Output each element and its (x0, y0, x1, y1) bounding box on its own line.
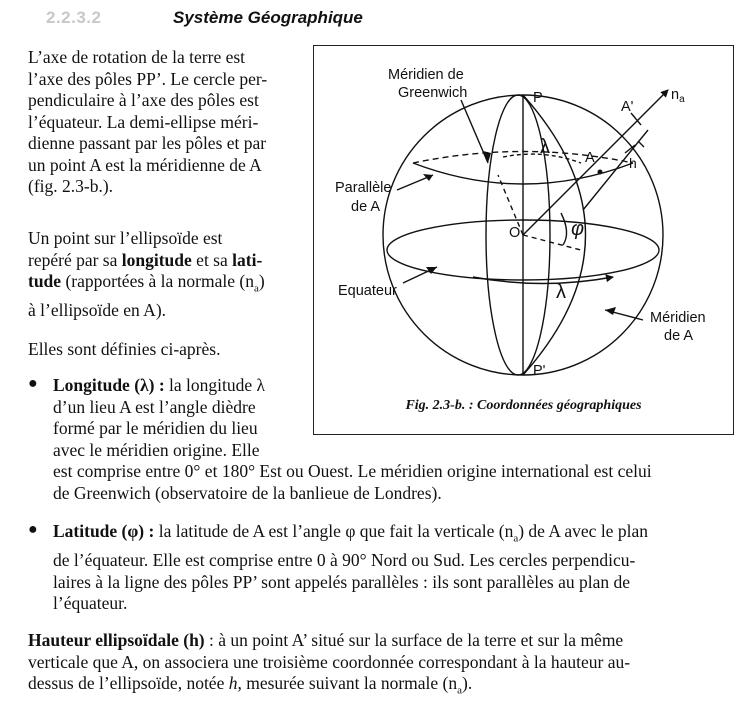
latitude-line-3: laires à la ligne des pôles PP’ sont appelés parallèles : ils sont parallèles au plan de (53, 571, 631, 592)
point-text: repéré par sa (28, 249, 122, 270)
hauteur-term: Hauteur ellipsoïdale (h) (28, 630, 205, 650)
label-na (671, 87, 685, 105)
point-a-dot (598, 170, 603, 175)
hauteur-text: dessus de l’ellipsoïde, notée (28, 673, 229, 693)
section-number: 2.2.3.2 (46, 8, 102, 27)
longitude-line-2: d’un lieu A est l’angle dièdre (53, 396, 256, 417)
hauteur-text: : à un point A’ situé sur la surface de la terre et sur la même (204, 630, 624, 650)
normal-line (523, 90, 668, 235)
longitude-continuation (53, 461, 733, 504)
term-latitude: lati- (232, 249, 263, 270)
label-h: h (629, 155, 637, 171)
label-phi: φ (571, 218, 585, 240)
longitude-line-3: formé par le méridien du lieu (53, 418, 258, 438)
hauteur-text: ). (462, 673, 473, 693)
point-line-3 (28, 271, 296, 300)
point-line-4: à l’ellipsoïde en A). (28, 300, 167, 320)
longitude-line-4: avec le méridien origine. Elle (53, 439, 260, 460)
term-latitude-end: tude (28, 271, 62, 291)
label-meridien-a-1: Méridien (650, 310, 706, 326)
longitude-block (53, 375, 296, 461)
label-lambda-top: λ (540, 136, 550, 158)
label-meridien-greenwich-2: Greenwich (398, 85, 468, 101)
label-parallele-2: de A (351, 199, 381, 215)
point-line-1: Un point sur l’ellipsoïde est (28, 228, 223, 248)
intro-paragraph (28, 47, 296, 198)
intro-line: L’axe de rotation de la terre est (28, 47, 246, 67)
label-a: A (585, 150, 595, 166)
intro-line: dienne passant par les pôles et par (28, 133, 267, 153)
point-text: (rapportées à la normale (n (61, 271, 254, 291)
arrow-parallele (423, 174, 433, 181)
hauteur-line-2: verticale que A, on associera une troisième coordonnée correspondant à la hauteur au- (28, 651, 631, 672)
label-a-prime: A' (621, 99, 634, 115)
label-parallele-1: Parallèle (335, 180, 392, 196)
label-p: P (533, 90, 543, 106)
point-text: ) (258, 271, 265, 291)
figure-caption: Fig. 2.3-b. : Coordonnées géographiques (405, 398, 642, 413)
longitude-term: Longitude (λ) : (53, 375, 165, 395)
hauteur-h: h (228, 673, 238, 693)
term-longitude: longitude (121, 249, 192, 270)
section-title: Système Géographique (173, 8, 363, 27)
subscript: a (253, 282, 259, 295)
subscript: a (513, 532, 519, 545)
label-o: O (509, 225, 521, 241)
globe-diagram (313, 45, 734, 395)
arrow-meridien-a (605, 307, 616, 315)
latitude-text: ) de A avec le plan (518, 521, 648, 541)
longitude-line-6: de Greenwich (observatoire de la banlieue de Londres). (53, 482, 442, 503)
longitude-text: la longitude λ (164, 375, 266, 395)
label-meridien-a-2: de A (664, 328, 694, 344)
longitude-line-1 (53, 375, 296, 397)
bullet-longitude: ● (28, 375, 38, 392)
hauteur-line-1 (28, 630, 733, 652)
phi-arc (561, 213, 567, 245)
hauteur-line-3 (28, 673, 733, 702)
latitude-text: la latitude de A est l’angle φ que fait la verticale (n (154, 521, 514, 541)
longitude-line-5: est comprise entre 0° et 180° Est ou Ouest. Le méridien origine international est celui (53, 461, 652, 481)
point-line-2 (28, 250, 296, 272)
subscript: a (457, 684, 463, 697)
latitude-block (53, 521, 733, 615)
latitude-line-4: l’équateur. (53, 593, 128, 613)
latitude-term: Latitude (φ) : (53, 521, 155, 541)
label-equateur: Equateur (338, 283, 397, 299)
intro-line: pendiculaire à l’axe des pôles est (28, 90, 259, 110)
intro-line: l’équateur. La demi-ellipse méri- (28, 111, 259, 132)
label-meridien-greenwich-1: Méridien de (388, 67, 464, 83)
label-lambda-bottom: λ (556, 281, 566, 303)
defined-text: Elles sont définies ci-après. (28, 339, 221, 359)
bullet-latitude: ● (28, 521, 38, 538)
intro-line: (fig. 2.3-b.). (28, 176, 114, 196)
hauteur-paragraph (28, 630, 733, 702)
label-na-sub: a (679, 94, 685, 105)
point-paragraph (28, 228, 296, 322)
intro-line: l’axe des pôles PP’. Le cercle per- (28, 68, 268, 89)
latitude-line-2: de l’équateur. Elle est comprise entre 0 à 90° Nord ou Sud. Les cercles perpendicu- (53, 550, 636, 570)
label-na-n: n (671, 87, 680, 103)
latitude-line-1 (53, 521, 733, 550)
intro-line: un point A est la méridienne de A (28, 154, 262, 175)
hauteur-text: , mesurée suivant la normale (n (237, 673, 458, 693)
label-p-prime: P' (533, 363, 546, 379)
point-text: et sa (191, 249, 233, 270)
